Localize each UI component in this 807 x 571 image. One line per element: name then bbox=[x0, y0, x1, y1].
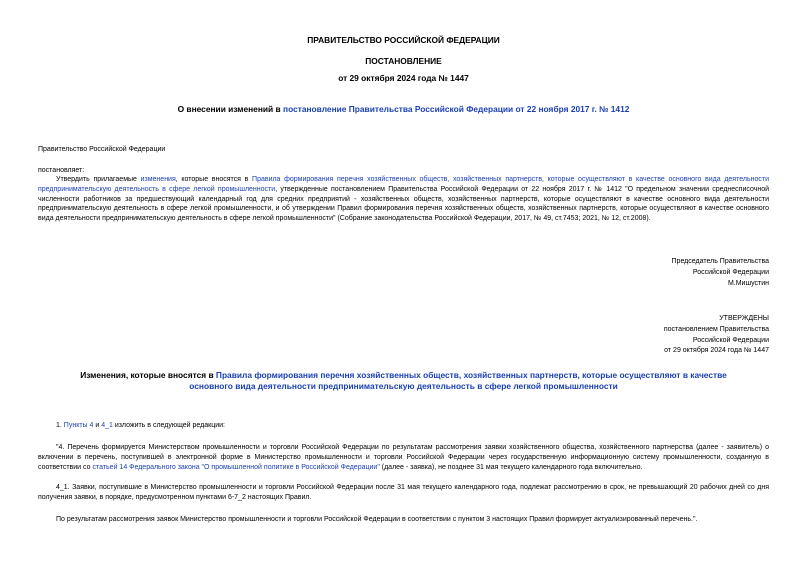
doc-title bbox=[0, 105, 807, 115]
approval-line2: постановлением Правительства bbox=[663, 325, 769, 333]
doc-date-heading: от 29 октября 2024 года № 1447 bbox=[338, 73, 469, 83]
item1-and: и bbox=[93, 422, 102, 429]
quote-final: По результатам рассмотрения заявок Министерство промышленности и торговли Российской Федерации в соответствии с пунктом 3 настоящих Правил формирует актуализированный перечень.". bbox=[56, 516, 698, 523]
quote-point-4-1: 4_1. Заявки, поступившие в Министерство промышленности и торговли Российской Федерации после 31 мая текущего календарного года, подлежат рассмотрению в срок, не превышающий 20 рабочих дней со дня получения заявки, в порядке, предусмотренном пунктами 6-7_2 настоящих Правил. bbox=[38, 484, 769, 501]
p1-text-c: , утвержденные постановлением Правительства Российской Федерации от 22 ноября 2017 г. № 1412 "О предельном значении среднесписочной численности работников за предшествующий календарный год для средних предприятий - хозяйственных обществ, хозяйственных партнерств, которые осуществляют в качестве основного вида деятельности предпринимательскую деятельность в сфере легкой промышленности, и об утверждении Правил формирования перечня хозяйственных обществ, хозяйственных партнерств, которые осуществляют в качестве основного вида деятельности предпринимательскую деятельность в сфере легкой промышленности" (Собрание законодательства Российской Федерации, 2017, № 49, ст.7453; 2021, № 12, ст.2008). bbox=[38, 185, 770, 223]
approval-block bbox=[664, 314, 769, 357]
p1-text-b: , которые вносятся в bbox=[175, 176, 253, 183]
signature-position: Председатель Правительства bbox=[671, 258, 769, 265]
doc-type-heading: ПОСТАНОВЛЕНИЕ bbox=[365, 56, 442, 66]
doc-title-prefix: О внесении изменений в bbox=[177, 104, 284, 114]
p1-text-a: Утвердить прилагаемые bbox=[56, 176, 141, 183]
issuer-heading: ПРАВИТЕЛЬСТВО РОССИЙСКОЙ ФЕДЕРАЦИИ bbox=[307, 35, 500, 45]
changes-rules-link[interactable]: Правила формирования перечня хозяйственных обществ, хозяйственных партнерств, которые осуществляют в качестве основного вида деятельности предпринимательскую деятельность в сфере легкой промышленности bbox=[189, 370, 727, 391]
item1-text: изложить в следующей редакции: bbox=[112, 422, 225, 429]
q1-text-b: (далее - заявка), не позднее 31 мая текущего календарного года включительно. bbox=[379, 463, 643, 471]
approval-line3: Российской Федерации bbox=[692, 336, 769, 344]
signature-name: М.Мишустин bbox=[727, 279, 769, 287]
approval-date: от 29 октября 2024 года № 1447 bbox=[664, 347, 769, 355]
rules-link[interactable]: Правила формирования перечня хозяйственных обществ, хозяйственных партнерств, которые осуществляют в качестве основного вида деятельности предпринимательскую деятельность в сфере легкой промышленности bbox=[38, 176, 769, 193]
amended-decree-link[interactable]: постановление Правительства Российской Федерации от 22 ноября 2017 г. № 1412 bbox=[283, 104, 630, 114]
q1-text-a: "4. Перечень формируется Министерством промышленности и торговли Российской Федерации по результатам рассмотрения заявки хозяйственного общества, хозяйственного партнерства (далее - заявитель) о включении в перечень, поступившей в электронной форме в Министерство промышленности и торговли Российской Федерации через государственную информационную систему промышленности, созданную в соответствии со bbox=[38, 444, 769, 471]
decides-line: постановляет: bbox=[38, 167, 85, 174]
item1-number: 1. bbox=[56, 422, 64, 429]
approval-word: УТВЕРЖДЕНЫ bbox=[719, 315, 769, 322]
signature-country: Российской Федерации bbox=[692, 268, 769, 276]
resolution-paragraph bbox=[38, 175, 769, 224]
point-4-link[interactable]: Пункты 4 bbox=[63, 422, 94, 429]
changes-link[interactable]: изменения bbox=[140, 176, 176, 183]
item-1 bbox=[38, 421, 769, 431]
signature-block bbox=[672, 257, 769, 289]
changes-title bbox=[80, 370, 727, 392]
point-4-1-link[interactable]: 4_1 bbox=[101, 422, 113, 429]
federal-law-link[interactable]: статьей 14 Федерального закона "О промышленной политике в Российской Федерации" bbox=[92, 463, 380, 471]
changes-title-text: Изменения, которые вносятся в bbox=[80, 370, 216, 380]
issuer-line: Правительство Российской Федерации bbox=[38, 146, 166, 153]
quote-point-4 bbox=[38, 443, 769, 472]
